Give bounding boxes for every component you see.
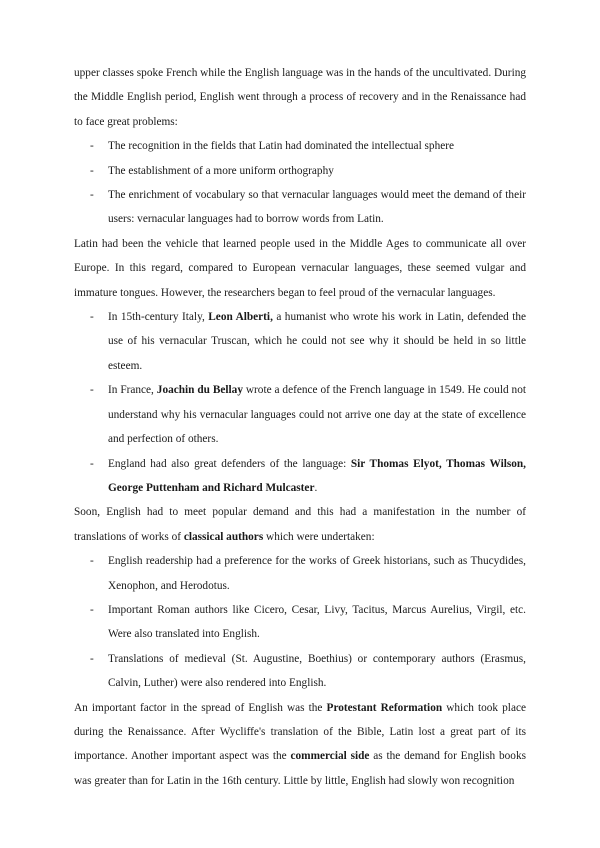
bold-phrase: commercial side <box>290 750 370 763</box>
bold-name: Joachin du Bellay <box>156 384 243 397</box>
bold-phrase: classical authors <box>183 530 264 543</box>
list-item-text: The establishment of a more uniform orthography <box>108 164 334 177</box>
list-dash: - <box>90 384 94 397</box>
list-item-text: The enrichment of vocabulary so that vernacular languages would meet the demand of their users: vernacular languages had to borrow words from Latin. <box>108 189 526 226</box>
paragraph-latin-vehicle: Latin had been the vehicle that learned people used in the Middle Ages to communicate all over Europe. In this regard, compared to European vernacular languages, these seemed vulgar and immature tongues. However, the researchers began to feel proud of the vernacular languages. <box>74 237 526 299</box>
bold-phrase: Protestant Reformation <box>326 701 443 714</box>
list-item-text: Important Roman authors like Cicero, Cesar, Livy, Tacitus, Marcus Aurelius, Virgil, etc. Were also translated into English. <box>108 603 526 641</box>
document-body <box>74 61 526 793</box>
vernacular-defenders-list <box>74 305 526 500</box>
list-dash: - <box>90 311 94 324</box>
list-item <box>74 159 526 183</box>
list-item <box>74 134 526 158</box>
list-dash: - <box>90 652 94 665</box>
renaissance-problems-list <box>74 134 526 232</box>
list-dash: - <box>90 164 94 177</box>
paragraph-reformation: An important factor in the spread of English was the Protestant Reformation which took place during the Renaissance. After Wycliffe's translation of the Bible, Latin lost a great part of its importance. Another important aspect was the commercial side as the demand for English books was greater than for Latin in the 16th century. Little by little, English had slowly won recognition <box>74 701 526 787</box>
paragraph-middle-english: upper classes spoke French while the English language was in the hands of the uncultivated. During the Middle English period, English went through a process of recovery and in the Renaissance had to face great problems: <box>74 67 526 128</box>
list-item <box>74 183 526 232</box>
paragraph-translations: Soon, English had to meet popular demand and this had a manifestation in the number of translations of works of classical authors which were undertaken: <box>74 506 526 543</box>
bold-names: Sir Thomas Elyot, Thomas Wilson, George Puttenham and Richard Mulcaster <box>108 457 526 494</box>
list-dash: - <box>90 140 94 153</box>
list-item <box>74 598 526 647</box>
list-item-text: English readership had a preference for the works of Greek historians, such as Thucydides, Xenophon, and Herodotus. <box>108 555 526 592</box>
list-item <box>74 647 526 696</box>
list-item-england: - England had also great defenders of the language: Sir Thomas Elyot, Thomas Wilson, George Puttenham and Richard Mulcaster. <box>74 452 526 501</box>
list-item-text: The recognition in the fields that Latin had dominated the intellectual sphere <box>108 140 455 153</box>
list-dash: - <box>90 457 94 470</box>
list-dash: - <box>90 555 94 568</box>
list-item-du-bellay: - In France, Joachin du Bellay wrote a defence of the French language in 1549. He could not understand why his vernacular languages could not arrive one day at the state of excellence and perfection of others. <box>74 378 526 451</box>
list-dash: - <box>90 603 94 616</box>
list-item-alberti: - In 15th-century Italy, Leon Alberti, a humanist who wrote his work in Latin, defended the use of his vernacular Truscan, which he could not see why it should be held in so little esteem. <box>74 305 526 378</box>
translations-list <box>74 549 526 695</box>
bold-name: Leon Alberti, <box>208 311 273 324</box>
list-dash: - <box>90 189 94 202</box>
list-item <box>74 549 526 598</box>
list-item-text: Translations of medieval (St. Augustine, Boethius) or contemporary authors (Erasmus, Calvin, Luther) were also rendered into English. <box>108 652 526 690</box>
